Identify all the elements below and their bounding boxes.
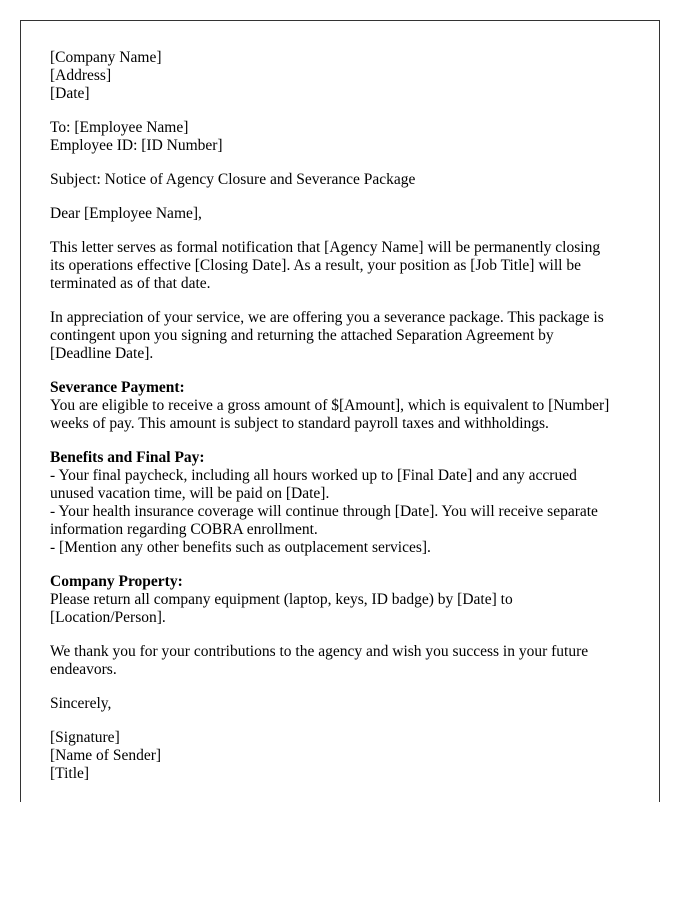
closing-paragraph: [50, 643, 650, 679]
property-heading: Company Property:: [50, 573, 183, 590]
benefit-line: - Your health insurance coverage will continue through [Date]. You will receive separate: [50, 503, 598, 520]
intro-paragraph: [50, 239, 650, 293]
recipient-name: To: [Employee Name]: [50, 119, 189, 136]
severance-section: [50, 379, 650, 433]
paragraph-line: endeavors.: [50, 661, 117, 678]
benefit-line: - Your final paycheck, including all hours worked up to [Final Date] and any accrued: [50, 467, 577, 484]
subject-line: [50, 171, 650, 189]
benefit-line: unused vacation time, will be paid on [Date].: [50, 485, 330, 502]
signature-block: [50, 729, 650, 783]
paragraph-line: [Location/Person].: [50, 609, 166, 626]
signoff: [50, 695, 650, 713]
letter-page: [20, 20, 660, 802]
benefits-section: [50, 449, 650, 557]
property-section: [50, 573, 650, 627]
severance-heading: Severance Payment:: [50, 379, 185, 396]
benefit-line: - [Mention any other benefits such as outplacement services].: [50, 539, 431, 556]
letter-date: [Date]: [50, 85, 90, 102]
benefit-line: information regarding COBRA enrollment.: [50, 521, 318, 538]
paragraph-line: Please return all company equipment (laptop, keys, ID badge) by [Date] to: [50, 591, 513, 608]
signature-placeholder: [Signature]: [50, 729, 120, 746]
paragraph-line: [Deadline Date].: [50, 345, 154, 362]
paragraph-line: This letter serves as formal notification that [Agency Name] will be permanently closing: [50, 239, 601, 256]
company-name: [Company Name]: [50, 49, 162, 66]
paragraph-line: contingent upon you signing and returning the attached Separation Agreement by: [50, 327, 554, 344]
subject-text: Subject: Notice of Agency Closure and Severance Package: [50, 171, 416, 188]
salutation: [50, 205, 650, 223]
employee-id: Employee ID: [ID Number]: [50, 137, 223, 154]
salutation-text: Dear [Employee Name],: [50, 205, 202, 222]
appreciation-paragraph: [50, 309, 650, 363]
sender-title: [Title]: [50, 765, 90, 782]
paragraph-line: We thank you for your contributions to the agency and wish you success in your future: [50, 643, 589, 660]
paragraph-line: its operations effective [Closing Date]. As a result, your position as [Job Title] will be: [50, 257, 581, 274]
paragraph-line: You are eligible to receive a gross amount of $[Amount], which is equivalent to [Number]: [50, 397, 610, 414]
paragraph-line: terminated as of that date.: [50, 275, 211, 292]
recipient-block: [50, 119, 650, 155]
signoff-text: Sincerely,: [50, 695, 112, 712]
benefits-heading: Benefits and Final Pay:: [50, 449, 205, 466]
letter-content: [50, 49, 650, 799]
company-address: [Address]: [50, 67, 112, 84]
paragraph-line: In appreciation of your service, we are offering you a severance package. This package is: [50, 309, 604, 326]
sender-name: [Name of Sender]: [50, 747, 162, 764]
paragraph-line: weeks of pay. This amount is subject to standard payroll taxes and withholdings.: [50, 415, 549, 432]
sender-header: [50, 49, 650, 103]
